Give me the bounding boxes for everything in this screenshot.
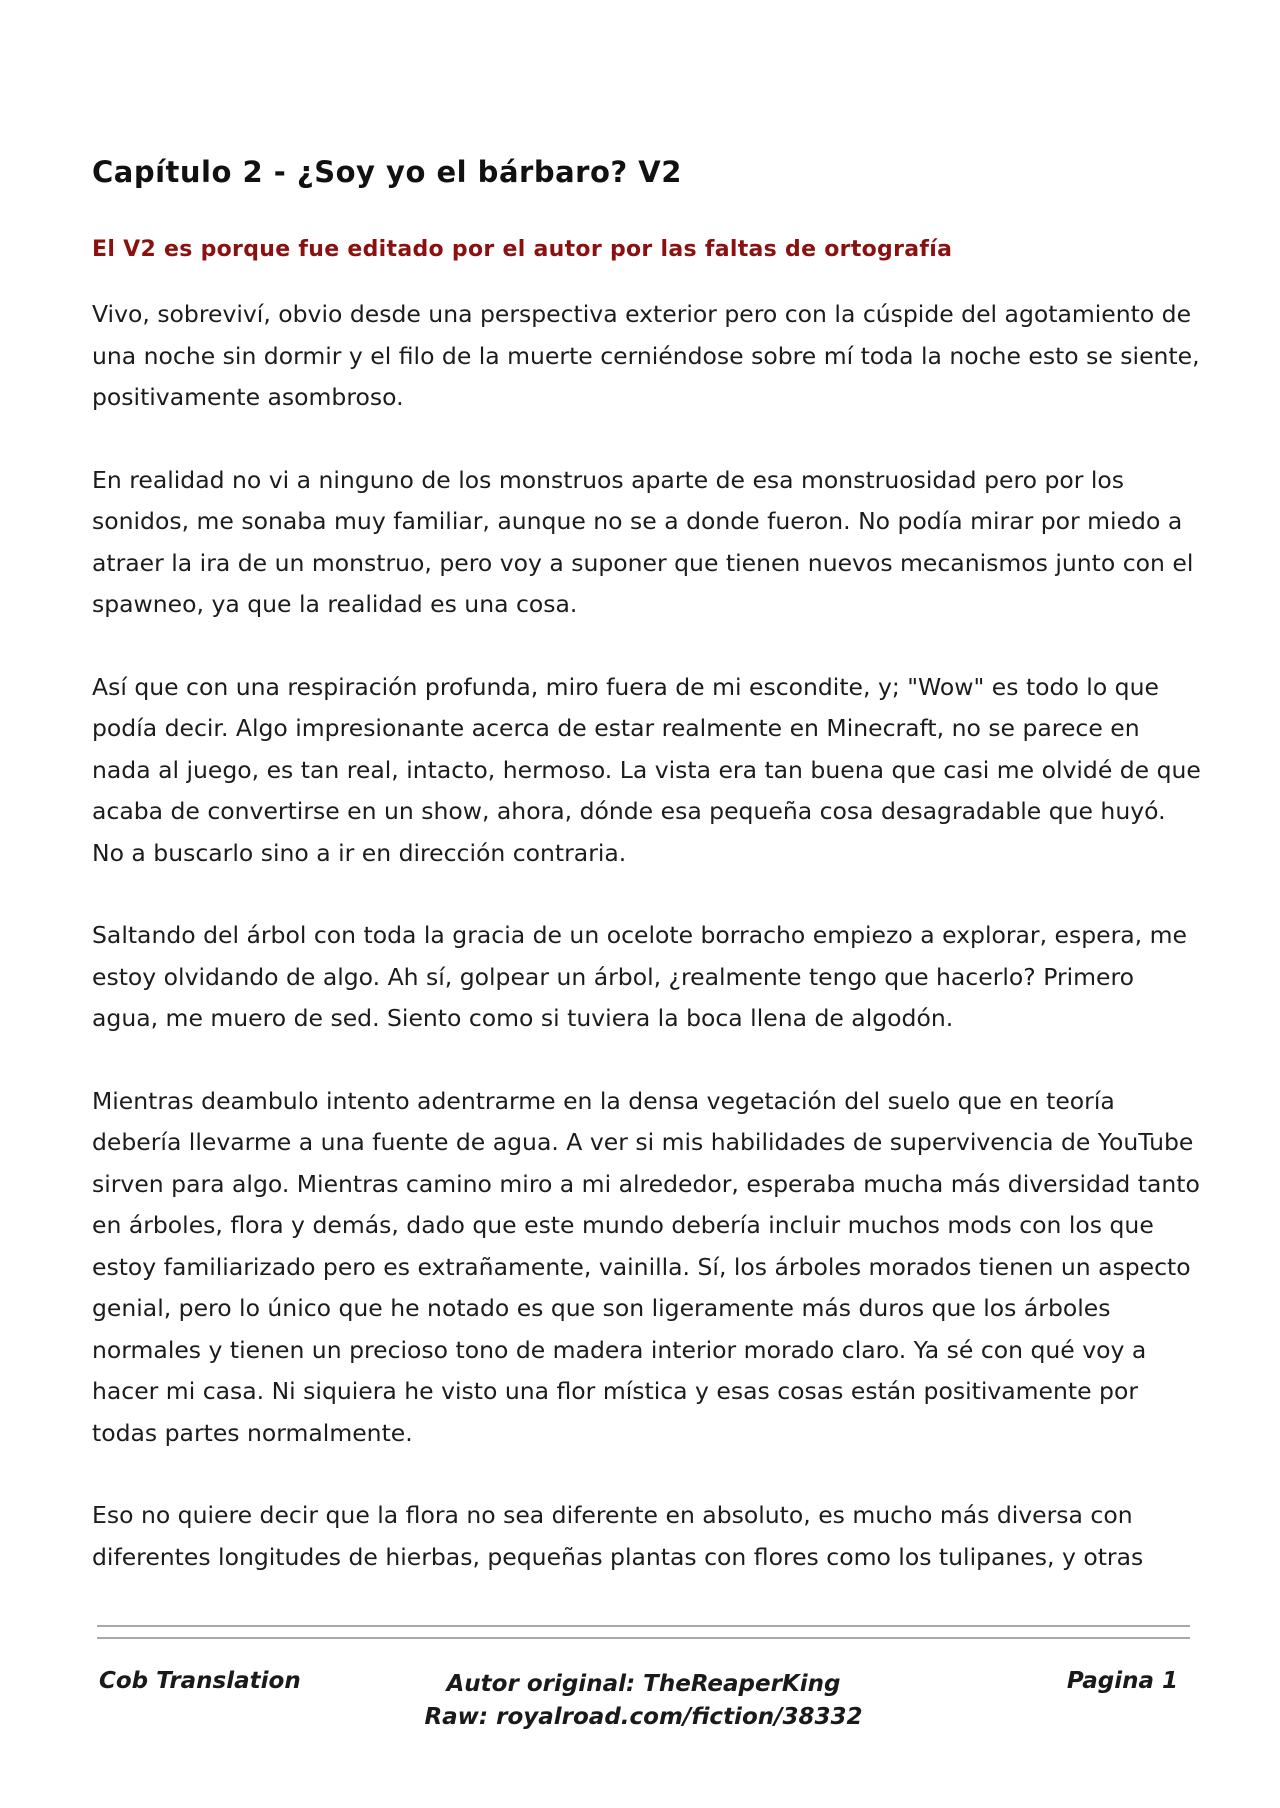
page-footer: [97, 1668, 1190, 1748]
paragraph: Así que con una respiración profunda, miro fuera de mi escondite, y; "Wow" es todo lo que podía decir. Algo impresionante acerca de estar realmente en Minecraft, no se parece en nada al juego, es tan real, intacto, hermoso. La vista era tan buena que casi me olvidé de que acaba de convertirse en un show, ahora, dónde esa pequeña cosa desagradable que huyó. No a buscarlo sino a ir en dirección contraria.: [92, 672, 1201, 867]
paragraph: Vivo, sobreviví, obvio desde una perspectiva exterior pero con la cúspide del agotamiento de una noche sin dormir y el filo de la muerte cerniéndose sobre mí toda la noche esto se siente, positivamente asombroso.: [92, 300, 1200, 411]
footer-divider: [97, 1625, 1190, 1627]
footer-raw-source: Raw: royalroad.com/fiction/38332: [424, 1704, 863, 1730]
footer-credits: [97, 1668, 1190, 1734]
edit-note: El V2 es porque fue editado por el autor por las faltas de ortografía: [92, 237, 953, 262]
footer-author: Autor original: TheReaperKing: [446, 1671, 841, 1697]
footer-page-number: Pagina 1: [1066, 1668, 1178, 1694]
chapter-title: Capítulo 2 - ¿Soy yo el bárbaro? V2: [92, 155, 682, 189]
paragraph: Saltando del árbol con toda la gracia de un ocelote borracho empiezo a explorar, espera, me estoy olvidando de algo. Ah sí, golpear un árbol, ¿realmente tengo que hacerlo? Primero agua, me muero de sed. Siento como si tuviera la boca llena de algodón.: [92, 921, 1187, 1032]
paragraph: En realidad no vi a ninguno de los monstruos aparte de esa monstruosidad pero por los sonidos, me sonaba muy familiar, aunque no se a donde fueron. No podía mirar por miedo a atraer la ira de un monstruo, pero voy a suponer que tienen nuevos mecanismos junto con el spawneo, ya que la realidad es una cosa.: [92, 465, 1194, 618]
footer-divider: [97, 1637, 1190, 1639]
paragraph: Mientras deambulo intento adentrarme en la densa vegetación del suelo que en teoría debería llevarme a una fuente de agua. A ver si mis habilidades de supervivencia de YouTube sirven para algo. Mientras camino miro a mi alrededor, esperaba mucha más diversidad tanto en árboles, flora y demás, dado que este mundo debería incluir muchos mods con los que estoy familiarizado pero es extrañamente, vainilla. Sí, los árboles morados tienen un aspecto genial, pero lo único que he notado es que son ligeramente más duros que los árboles normales y tienen un precioso tono de madera interior morado claro. Ya sé con qué voy a hacer mi casa. Ni siquiera he visto una flor mística y esas cosas están positivamente por todas partes normalmente.: [92, 1086, 1200, 1447]
page-content: [92, 155, 1202, 1619]
paragraph: Eso no quiere decir que la flora no sea diferente en absoluto, es mucho más diversa con diferentes longitudes de hierbas, pequeñas plantas con flores como los tulipanes, y otras: [92, 1501, 1144, 1571]
footer-translator: Cob Translation: [99, 1668, 301, 1694]
